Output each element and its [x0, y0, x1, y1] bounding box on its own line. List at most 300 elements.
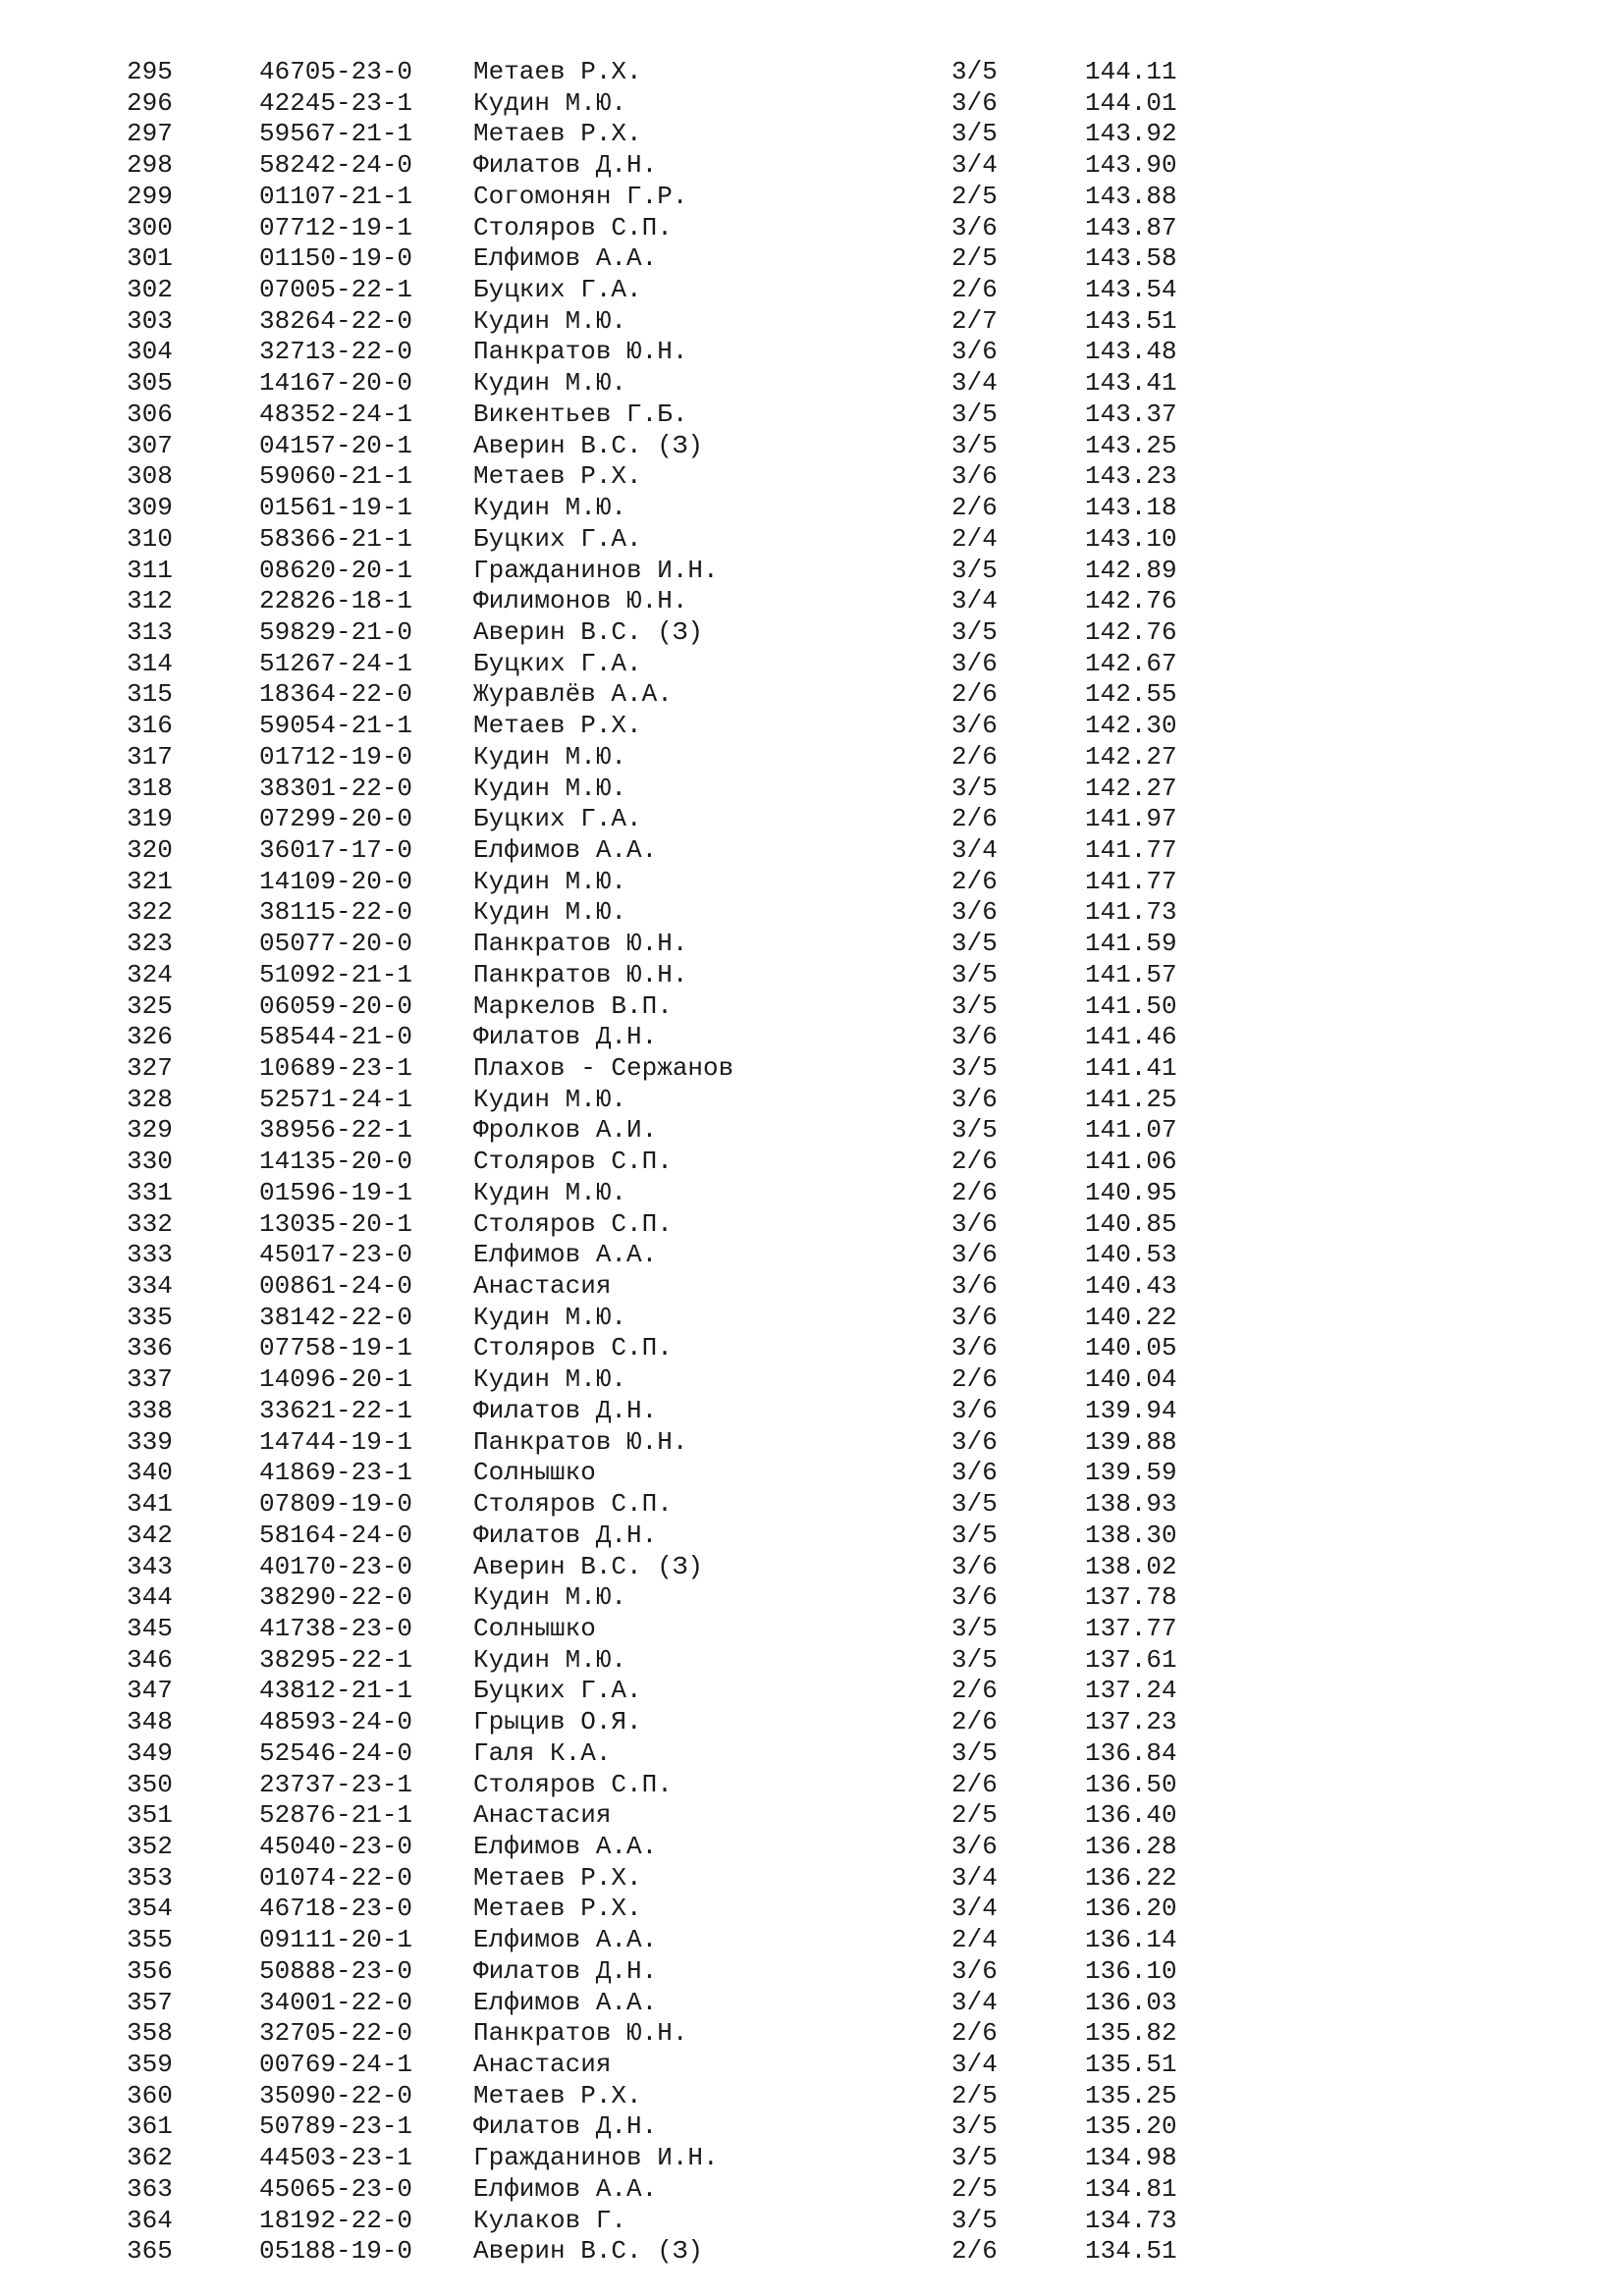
ring-number-cell: 40170-23-0 [259, 1551, 413, 1581]
distance-cell: 3/4 [951, 1894, 998, 1924]
table-row [0, 960, 1624, 991]
distance-cell: 3/4 [951, 834, 998, 865]
speed-cell: 143.48 [1085, 337, 1177, 367]
table-row [0, 2236, 1624, 2268]
table-row [0, 493, 1624, 524]
distance-cell: 3/4 [951, 586, 998, 616]
speed-cell: 137.23 [1085, 1707, 1177, 1737]
speed-cell: 143.23 [1085, 461, 1177, 492]
table-row [0, 867, 1624, 898]
distance-cell: 3/6 [951, 337, 998, 367]
place-cell: 324 [127, 959, 173, 989]
speed-cell: 141.07 [1085, 1115, 1177, 1146]
ring-number-cell: 59060-21-1 [259, 461, 413, 492]
table-row [0, 1738, 1624, 1770]
distance-cell: 3/6 [951, 1022, 998, 1052]
speed-cell: 142.27 [1085, 741, 1177, 772]
distance-cell: 3/6 [951, 1955, 998, 1986]
speed-cell: 136.22 [1085, 1862, 1177, 1893]
distance-cell: 2/7 [951, 305, 998, 336]
ring-number-cell: 58544-21-0 [259, 1022, 413, 1052]
distance-cell: 2/5 [951, 243, 998, 274]
place-cell: 319 [127, 804, 173, 834]
table-row [0, 368, 1624, 400]
distance-cell: 3/5 [951, 2111, 998, 2142]
speed-cell: 135.25 [1085, 2080, 1177, 2110]
distance-cell: 3/6 [951, 1302, 998, 1332]
speed-cell: 140.43 [1085, 1271, 1177, 1302]
owner-cell: Кулаков Г. [473, 2205, 627, 2235]
table-row [0, 2081, 1624, 2112]
distance-cell: 2/6 [951, 1364, 998, 1395]
speed-cell: 141.41 [1085, 1053, 1177, 1083]
owner-cell: Кудин М.Ю. [473, 1177, 627, 1207]
table-row [0, 649, 1624, 680]
distance-cell: 3/5 [951, 2205, 998, 2235]
place-cell: 298 [127, 150, 173, 181]
ring-number-cell: 38264-22-0 [259, 305, 413, 336]
owner-cell: Елфимов А.А. [473, 1925, 658, 1955]
owner-cell: Кудин М.Ю. [473, 1302, 627, 1332]
table-row [0, 742, 1624, 774]
ring-number-cell: 51267-24-1 [259, 648, 413, 678]
place-cell: 358 [127, 2018, 173, 2049]
ring-number-cell: 45040-23-0 [259, 1831, 413, 1861]
ring-number-cell: 59829-21-0 [259, 616, 413, 647]
table-row [0, 929, 1624, 960]
place-cell: 307 [127, 430, 173, 460]
speed-cell: 138.93 [1085, 1489, 1177, 1520]
owner-cell: Буцких Г.А. [473, 804, 642, 834]
owner-cell: Кудин М.Ю. [473, 773, 627, 803]
ring-number-cell: 38290-22-0 [259, 1582, 413, 1613]
speed-cell: 141.57 [1085, 959, 1177, 989]
speed-cell: 142.27 [1085, 773, 1177, 803]
ring-number-cell: 32713-22-0 [259, 337, 413, 367]
table-row [0, 1396, 1624, 1427]
speed-cell: 143.41 [1085, 368, 1177, 399]
ring-number-cell: 14744-19-1 [259, 1426, 413, 1457]
distance-cell: 2/6 [951, 1147, 998, 1177]
distance-cell: 2/5 [951, 2173, 998, 2204]
table-row [0, 991, 1624, 1023]
distance-cell: 2/5 [951, 1800, 998, 1831]
speed-cell: 142.30 [1085, 711, 1177, 741]
table-row [0, 306, 1624, 338]
place-cell: 351 [127, 1800, 173, 1831]
ring-number-cell: 07809-19-0 [259, 1489, 413, 1520]
ring-number-cell: 58164-24-0 [259, 1520, 413, 1550]
owner-cell: Маркелов В.П. [473, 990, 673, 1021]
owner-cell: Елфимов А.А. [473, 834, 658, 865]
place-cell: 305 [127, 368, 173, 399]
table-row [0, 1085, 1624, 1116]
table-row [0, 1271, 1624, 1303]
place-cell: 300 [127, 212, 173, 242]
owner-cell: Кудин М.Ю. [473, 1364, 627, 1395]
place-cell: 323 [127, 929, 173, 959]
ring-number-cell: 01074-22-0 [259, 1862, 413, 1893]
place-cell: 315 [127, 679, 173, 710]
place-cell: 347 [127, 1676, 173, 1706]
distance-cell: 3/5 [951, 1644, 998, 1675]
owner-cell: Филатов Д.Н. [473, 1520, 658, 1550]
table-row [0, 1832, 1624, 1863]
owner-cell: Буцких Г.А. [473, 523, 642, 554]
place-cell: 301 [127, 243, 173, 274]
owner-cell: Буцких Г.А. [473, 648, 642, 678]
speed-cell: 136.10 [1085, 1955, 1177, 1986]
distance-cell: 3/5 [951, 119, 998, 149]
owner-cell: Столяров С.П. [473, 1147, 673, 1177]
distance-cell: 2/6 [951, 1707, 998, 1737]
place-cell: 332 [127, 1208, 173, 1239]
ring-number-cell: 58242-24-0 [259, 150, 413, 181]
speed-cell: 135.51 [1085, 2050, 1177, 2079]
place-cell: 318 [127, 773, 173, 803]
speed-cell: 141.73 [1085, 897, 1177, 928]
speed-cell: 144.11 [1085, 57, 1177, 86]
owner-cell: Плахов - Сержанов [473, 1053, 734, 1083]
table-row [0, 1489, 1624, 1521]
place-cell: 362 [127, 2143, 173, 2173]
owner-cell: Кудин М.Ю. [473, 897, 627, 928]
table-row [0, 88, 1624, 120]
distance-cell: 2/6 [951, 1177, 998, 1207]
ring-number-cell: 51092-21-1 [259, 959, 413, 989]
speed-cell: 142.55 [1085, 679, 1177, 710]
table-row [0, 1552, 1624, 1583]
owner-cell: Журавлёв А.А. [473, 679, 673, 710]
distance-cell: 3/6 [951, 461, 998, 492]
ring-number-cell: 48593-24-0 [259, 1707, 413, 1737]
place-cell: 335 [127, 1302, 173, 1332]
owner-cell: Филатов Д.Н. [473, 2111, 658, 2142]
ring-number-cell: 00769-24-1 [259, 2050, 413, 2079]
ring-number-cell: 06059-20-0 [259, 990, 413, 1021]
distance-cell: 2/6 [951, 493, 998, 523]
owner-cell: Панкратов Ю.Н. [473, 2018, 688, 2049]
ring-number-cell: 59567-21-1 [259, 119, 413, 149]
place-cell: 357 [127, 1987, 173, 2017]
speed-cell: 143.10 [1085, 523, 1177, 554]
ring-number-cell: 01712-19-0 [259, 741, 413, 772]
owner-cell: Кудин М.Ю. [473, 1644, 627, 1675]
speed-cell: 134.51 [1085, 2236, 1177, 2267]
owner-cell: Викентьев Г.Б. [473, 399, 688, 429]
speed-cell: 143.51 [1085, 305, 1177, 336]
speed-cell: 141.59 [1085, 929, 1177, 959]
ring-number-cell: 07005-22-1 [259, 275, 413, 305]
owner-cell: Фролков А.И. [473, 1115, 658, 1146]
place-cell: 299 [127, 181, 173, 211]
owner-cell: Столяров С.П. [473, 1208, 673, 1239]
speed-cell: 136.20 [1085, 1894, 1177, 1924]
owner-cell: Кудин М.Ю. [473, 741, 627, 772]
place-cell: 365 [127, 2236, 173, 2267]
place-cell: 356 [127, 1955, 173, 1986]
distance-cell: 3/5 [951, 959, 998, 989]
ring-number-cell: 00861-24-0 [259, 1271, 413, 1302]
ring-number-cell: 07712-19-1 [259, 212, 413, 242]
ring-number-cell: 07758-19-1 [259, 1333, 413, 1363]
owner-cell: Аверин В.С. (З) [473, 1551, 704, 1581]
table-row [0, 461, 1624, 493]
speed-cell: 141.77 [1085, 866, 1177, 896]
owner-cell: Панкратов Ю.Н. [473, 1426, 688, 1457]
ring-number-cell: 38142-22-0 [259, 1302, 413, 1332]
ring-number-cell: 07299-20-0 [259, 804, 413, 834]
table-row [0, 711, 1624, 742]
ring-number-cell: 13035-20-1 [259, 1208, 413, 1239]
speed-cell: 141.06 [1085, 1147, 1177, 1177]
place-cell: 302 [127, 275, 173, 305]
table-row [0, 1115, 1624, 1147]
distance-cell: 3/6 [951, 1271, 998, 1302]
place-cell: 364 [127, 2205, 173, 2235]
place-cell: 336 [127, 1333, 173, 1363]
ring-number-cell: 14167-20-0 [259, 368, 413, 399]
speed-cell: 135.20 [1085, 2111, 1177, 2142]
owner-cell: Аверин В.С. (З) [473, 616, 704, 647]
ring-number-cell: 14109-20-0 [259, 866, 413, 896]
owner-cell: Столяров С.П. [473, 1333, 673, 1363]
distance-cell: 2/6 [951, 866, 998, 896]
place-cell: 304 [127, 337, 173, 367]
distance-cell: 2/6 [951, 2236, 998, 2267]
place-cell: 346 [127, 1644, 173, 1675]
ring-number-cell: 14096-20-1 [259, 1364, 413, 1395]
ring-number-cell: 43812-21-1 [259, 1676, 413, 1706]
distance-cell: 3/4 [951, 150, 998, 181]
place-cell: 316 [127, 711, 173, 741]
speed-cell: 142.76 [1085, 616, 1177, 647]
speed-cell: 142.67 [1085, 648, 1177, 678]
distance-cell: 3/5 [951, 555, 998, 585]
place-cell: 310 [127, 523, 173, 554]
ring-number-cell: 41869-23-1 [259, 1458, 413, 1488]
owner-cell: Метаев Р.Х. [473, 57, 642, 86]
place-cell: 339 [127, 1426, 173, 1457]
table-row [0, 2143, 1624, 2174]
place-cell: 348 [127, 1707, 173, 1737]
ring-number-cell: 34001-22-0 [259, 1987, 413, 2017]
ring-number-cell: 38115-22-0 [259, 897, 413, 928]
distance-cell: 3/5 [951, 773, 998, 803]
owner-cell: Панкратов Ю.Н. [473, 929, 688, 959]
owner-cell: Кудин М.Ю. [473, 866, 627, 896]
table-row [0, 897, 1624, 929]
table-row [0, 1863, 1624, 1895]
speed-cell: 143.92 [1085, 119, 1177, 149]
owner-cell: Метаев Р.Х. [473, 1894, 642, 1924]
ring-number-cell: 52876-21-1 [259, 1800, 413, 1831]
ring-number-cell: 44503-23-1 [259, 2143, 413, 2173]
table-row [0, 679, 1624, 711]
distance-cell: 3/5 [951, 57, 998, 86]
ring-number-cell: 01107-21-1 [259, 181, 413, 211]
ring-number-cell: 10689-23-1 [259, 1053, 413, 1083]
place-cell: 321 [127, 866, 173, 896]
ring-number-cell: 58366-21-1 [259, 523, 413, 554]
table-row [0, 2206, 1624, 2237]
owner-cell: Буцких Г.А. [473, 275, 642, 305]
owner-cell: Метаев Р.Х. [473, 1862, 642, 1893]
table-row [0, 1303, 1624, 1334]
place-cell: 337 [127, 1364, 173, 1395]
ring-number-cell: 52546-24-0 [259, 1737, 413, 1768]
speed-cell: 137.24 [1085, 1676, 1177, 1706]
speed-cell: 143.87 [1085, 212, 1177, 242]
speed-cell: 138.02 [1085, 1551, 1177, 1581]
speed-cell: 137.78 [1085, 1582, 1177, 1613]
place-cell: 326 [127, 1022, 173, 1052]
results-table [0, 57, 1624, 2268]
ring-number-cell: 18364-22-0 [259, 679, 413, 710]
ring-number-cell: 36017-17-0 [259, 834, 413, 865]
distance-cell: 3/5 [951, 399, 998, 429]
distance-cell: 2/6 [951, 1769, 998, 1799]
table-row [0, 1770, 1624, 1801]
table-row [0, 1364, 1624, 1396]
speed-cell: 142.89 [1085, 555, 1177, 585]
distance-cell: 3/6 [951, 1426, 998, 1457]
speed-cell: 137.61 [1085, 1644, 1177, 1675]
owner-cell: Кудин М.Ю. [473, 305, 627, 336]
owner-cell: Кудин М.Ю. [473, 1582, 627, 1613]
speed-cell: 140.53 [1085, 1240, 1177, 1270]
place-cell: 331 [127, 1177, 173, 1207]
ring-number-cell: 46705-23-0 [259, 57, 413, 86]
ring-number-cell: 18192-22-0 [259, 2205, 413, 2235]
place-cell: 353 [127, 1862, 173, 1893]
table-row [0, 1333, 1624, 1364]
distance-cell: 3/5 [951, 990, 998, 1021]
place-cell: 308 [127, 461, 173, 492]
ring-number-cell: 50789-23-1 [259, 2111, 413, 2142]
place-cell: 311 [127, 555, 173, 585]
place-cell: 349 [127, 1737, 173, 1768]
place-cell: 297 [127, 119, 173, 149]
table-row [0, 1053, 1624, 1085]
distance-cell: 3/6 [951, 1551, 998, 1581]
place-cell: 313 [127, 616, 173, 647]
ring-number-cell: 05188-19-0 [259, 2236, 413, 2267]
speed-cell: 140.04 [1085, 1364, 1177, 1395]
table-row [0, 524, 1624, 556]
speed-cell: 143.88 [1085, 181, 1177, 211]
owner-cell: Грыцив О.Я. [473, 1707, 642, 1737]
speed-cell: 138.30 [1085, 1520, 1177, 1550]
distance-cell: 2/5 [951, 181, 998, 211]
table-row [0, 1676, 1624, 1707]
table-row [0, 1427, 1624, 1459]
owner-cell: Анастасия [473, 1271, 612, 1302]
table-row [0, 774, 1624, 805]
place-cell: 341 [127, 1489, 173, 1520]
owner-cell: Анастасия [473, 1800, 612, 1831]
place-cell: 330 [127, 1147, 173, 1177]
ring-number-cell: 38295-22-1 [259, 1644, 413, 1675]
ring-number-cell: 45065-23-0 [259, 2173, 413, 2204]
distance-cell: 3/5 [951, 1053, 998, 1083]
ring-number-cell: 41738-23-0 [259, 1613, 413, 1643]
speed-cell: 136.84 [1085, 1737, 1177, 1768]
ring-number-cell: 23737-23-1 [259, 1769, 413, 1799]
distance-cell: 2/6 [951, 2018, 998, 2049]
place-cell: 344 [127, 1582, 173, 1613]
place-cell: 306 [127, 399, 173, 429]
table-row [0, 804, 1624, 835]
table-row [0, 243, 1624, 275]
speed-cell: 140.22 [1085, 1302, 1177, 1332]
table-row [0, 1178, 1624, 1209]
owner-cell: Буцких Г.А. [473, 1676, 642, 1706]
speed-cell: 137.77 [1085, 1613, 1177, 1643]
speed-cell: 134.98 [1085, 2143, 1177, 2173]
owner-cell: Филатов Д.Н. [473, 1022, 658, 1052]
ring-number-cell: 01596-19-1 [259, 1177, 413, 1207]
ring-number-cell: 01150-19-0 [259, 243, 413, 274]
table-row [0, 150, 1624, 182]
distance-cell: 2/4 [951, 523, 998, 554]
table-row [0, 617, 1624, 649]
owner-cell: Елфимов А.А. [473, 1831, 658, 1861]
owner-cell: Солнышко [473, 1613, 596, 1643]
distance-cell: 3/6 [951, 1582, 998, 1613]
speed-cell: 139.94 [1085, 1395, 1177, 1425]
distance-cell: 3/6 [951, 1458, 998, 1488]
table-row [0, 1988, 1624, 2019]
place-cell: 296 [127, 87, 173, 118]
place-cell: 329 [127, 1115, 173, 1146]
owner-cell: Елфимов А.А. [473, 2173, 658, 2204]
speed-cell: 140.85 [1085, 1208, 1177, 1239]
distance-cell: 2/4 [951, 1925, 998, 1955]
owner-cell: Столяров С.П. [473, 212, 673, 242]
distance-cell: 3/5 [951, 929, 998, 959]
speed-cell: 134.81 [1085, 2173, 1177, 2204]
distance-cell: 3/6 [951, 1240, 998, 1270]
owner-cell: Анастасия [473, 2050, 612, 2079]
place-cell: 360 [127, 2080, 173, 2110]
place-cell: 317 [127, 741, 173, 772]
owner-cell: Метаев Р.Х. [473, 2080, 642, 2110]
speed-cell: 141.97 [1085, 804, 1177, 834]
table-row [0, 835, 1624, 867]
speed-cell: 139.88 [1085, 1426, 1177, 1457]
table-row [0, 2111, 1624, 2143]
owner-cell: Столяров С.П. [473, 1769, 673, 1799]
distance-cell: 3/5 [951, 1520, 998, 1550]
ring-number-cell: 01561-19-1 [259, 493, 413, 523]
ring-number-cell: 38956-22-1 [259, 1115, 413, 1146]
distance-cell: 3/4 [951, 1862, 998, 1893]
distance-cell: 3/6 [951, 212, 998, 242]
owner-cell: Кудин М.Ю. [473, 368, 627, 399]
distance-cell: 3/6 [951, 87, 998, 118]
place-cell: 338 [127, 1395, 173, 1425]
table-row [0, 119, 1624, 150]
speed-cell: 136.50 [1085, 1769, 1177, 1799]
speed-cell: 136.03 [1085, 1987, 1177, 2017]
place-cell: 312 [127, 586, 173, 616]
speed-cell: 141.77 [1085, 834, 1177, 865]
distance-cell: 3/5 [951, 1489, 998, 1520]
owner-cell: Гражданинов И.Н. [473, 2143, 719, 2173]
place-cell: 322 [127, 897, 173, 928]
place-cell: 342 [127, 1520, 173, 1550]
